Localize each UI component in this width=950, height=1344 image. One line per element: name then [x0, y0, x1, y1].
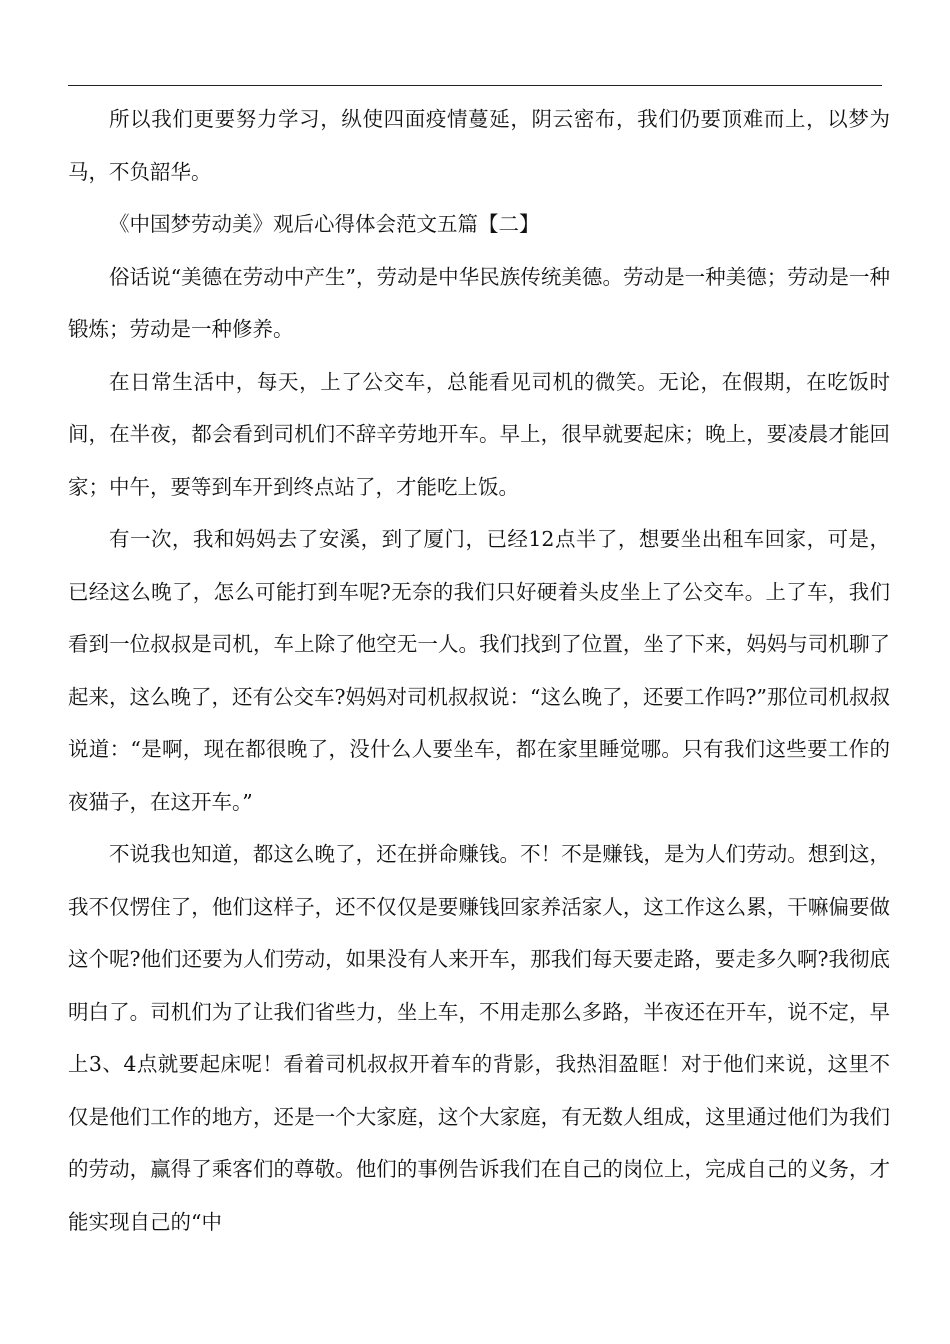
- paragraph-reflection: 不说我也知道，都这么晚了，还在拼命赚钱。不！不是赚钱，是为人们劳动。想到这，我不仅愣住了，他们这样子，还不仅仅是要赚钱回家养活家人，这工作这么累，干嘛偏要做这个呢?他们还要为人们劳动，如果没有人来开车，那我们每天要走路，要走多久啊?我彻底明白了。司机们为了让我们省些力，坐上车，不用走那么多路，半夜还在开车，说不定，早上3、4点就要起床呢！看着司机叔叔开着车的背影，我热泪盈眶！对于他们来说，这里不仅是他们工作的地方，还是一个大家庭，这个大家庭，有无数人组成，这里通过他们为我们的劳动，赢得了乘客们的尊敬。他们的事例告诉我们在自己的岗位上，完成自己的义务，才能实现自己的“中: [68, 842, 890, 1234]
- header-rule: [68, 85, 882, 86]
- section-heading: 《中国梦劳动美》观后心得体会范文五篇【二】: [109, 212, 540, 236]
- document-body: [68, 93, 890, 1248]
- paragraph-labor-virtue: 俗话说“美德在劳动中产生”，劳动是中华民族传统美德。劳动是一种美德；劳动是一种锻炼；劳动是一种修养。: [68, 264, 890, 341]
- paragraph-study-hard: 所以我们更要努力学习，纵使四面疫情蔓延，阴云密布，我们仍要顶难而上，以梦为马，不负韶华。: [68, 107, 890, 184]
- paragraph-night-bus-story: 有一次，我和妈妈去了安溪，到了厦门，已经12点半了，想要坐出租车回家，可是，已经这么晚了，怎么可能打到车呢?无奈的我们只好硬着头皮坐上了公交车。上了车，我们看到一位叔叔是司机，车上除了他空无一人。我们找到了位置，坐了下来，妈妈与司机聊了起来，这么晚了，还有公交车?妈妈对司机叔叔说：“这么晚了，还要工作吗?”那位司机叔叔说道：“是啊，现在都很晚了，没什么人要坐车，都在家里睡觉哪。只有我们这些要工作的夜猫子，在这开车。”: [68, 527, 890, 814]
- paragraph-bus-driver-daily: 在日常生活中，每天，上了公交车，总能看见司机的微笑。无论，在假期，在吃饭时间，在半夜，都会看到司机们不辞辛劳地开车。早上，很早就要起床；晚上，要凌晨才能回家；中午，要等到车开到终点站了，才能吃上饭。: [68, 369, 890, 499]
